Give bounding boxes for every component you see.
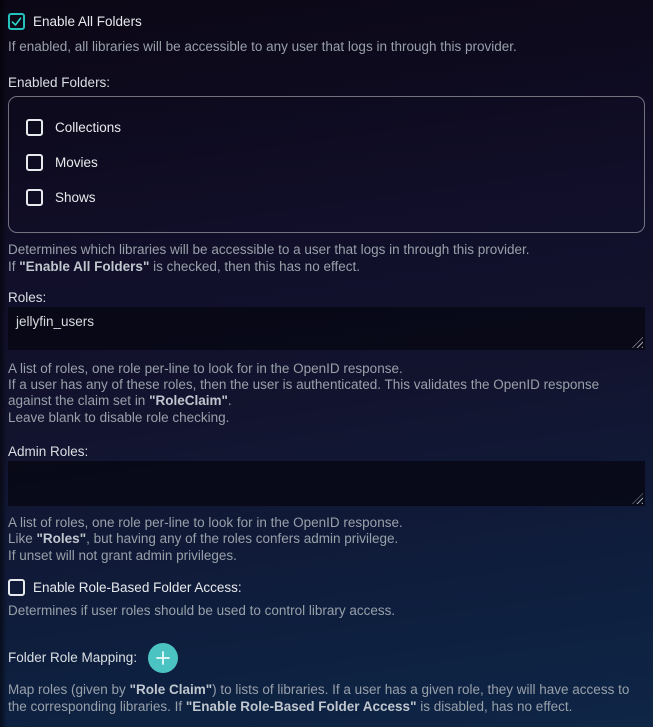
- enabled-folders-label: Enabled Folders:: [8, 75, 111, 91]
- folder-option-movies: [26, 152, 644, 173]
- admin-roles-label: Admin Roles:: [8, 444, 89, 460]
- checkmark-icon: [10, 14, 23, 29]
- folder-role-mapping-row: [8, 643, 645, 673]
- collections-checkbox[interactable]: [26, 119, 43, 136]
- folder-role-mapping-help: Map roles (given by "Role Claim") to lists of libraries. If a user has a given role, they will have access to the corresponding libraries. If "Enable Role-Based Folder Access" is disabled, has no effect.: [8, 682, 630, 714]
- movies-checkbox[interactable]: [26, 154, 43, 171]
- shows-checkbox[interactable]: [26, 189, 43, 206]
- roles-textarea[interactable]: [8, 307, 645, 350]
- roles-textarea-wrap: [8, 307, 645, 350]
- admin-roles-textarea[interactable]: [8, 461, 645, 506]
- role-based-folder-access-row: [8, 577, 645, 598]
- enable-all-folders-checkbox[interactable]: [8, 13, 25, 30]
- movies-label[interactable]: Movies: [55, 155, 98, 171]
- role-based-folder-access-label[interactable]: Enable Role-Based Folder Access:: [33, 579, 242, 595]
- enable-all-folders-row: [8, 11, 645, 32]
- folder-role-mapping-label: Folder Role Mapping:: [8, 650, 138, 666]
- add-folder-role-mapping-button[interactable]: [148, 643, 178, 673]
- plus-icon: [155, 650, 171, 666]
- roles-help: A list of roles, one role per-line to look for in the OpenID response. If a user has any of these roles, then the user is authenticated. This validates the OpenID response against the claim set in "RoleClaim". Leave blank to disable role checking.: [8, 360, 600, 425]
- admin-roles-textarea-wrap: [8, 461, 645, 506]
- collections-label[interactable]: Collections: [55, 120, 122, 136]
- admin-roles-help: A list of roles, one role per-line to look for in the OpenID response. Like "Roles", but having any of the roles confers admin privilege. If unset will not grant admin privileges.: [8, 515, 403, 563]
- role-based-folder-access-checkbox[interactable]: [8, 579, 25, 596]
- folder-option-shows: [26, 187, 644, 208]
- role-based-folder-access-help: Determines if user roles should be used to control library access.: [8, 602, 396, 618]
- enabled-folders-fieldset: [8, 96, 645, 233]
- enable-all-folders-label[interactable]: Enable All Folders: [33, 14, 142, 29]
- folder-option-collections: [26, 117, 644, 138]
- shows-label[interactable]: Shows: [55, 190, 96, 206]
- roles-label: Roles:: [8, 289, 47, 305]
- enable-all-folders-help: If enabled, all libraries will be accessible to any user that logs in through this provider.: [8, 39, 517, 54]
- enabled-folders-help: Determines which libraries will be accessible to a user that logs in through this provider. If "Enable All Folders" is checked, then this has no effect.: [8, 242, 530, 274]
